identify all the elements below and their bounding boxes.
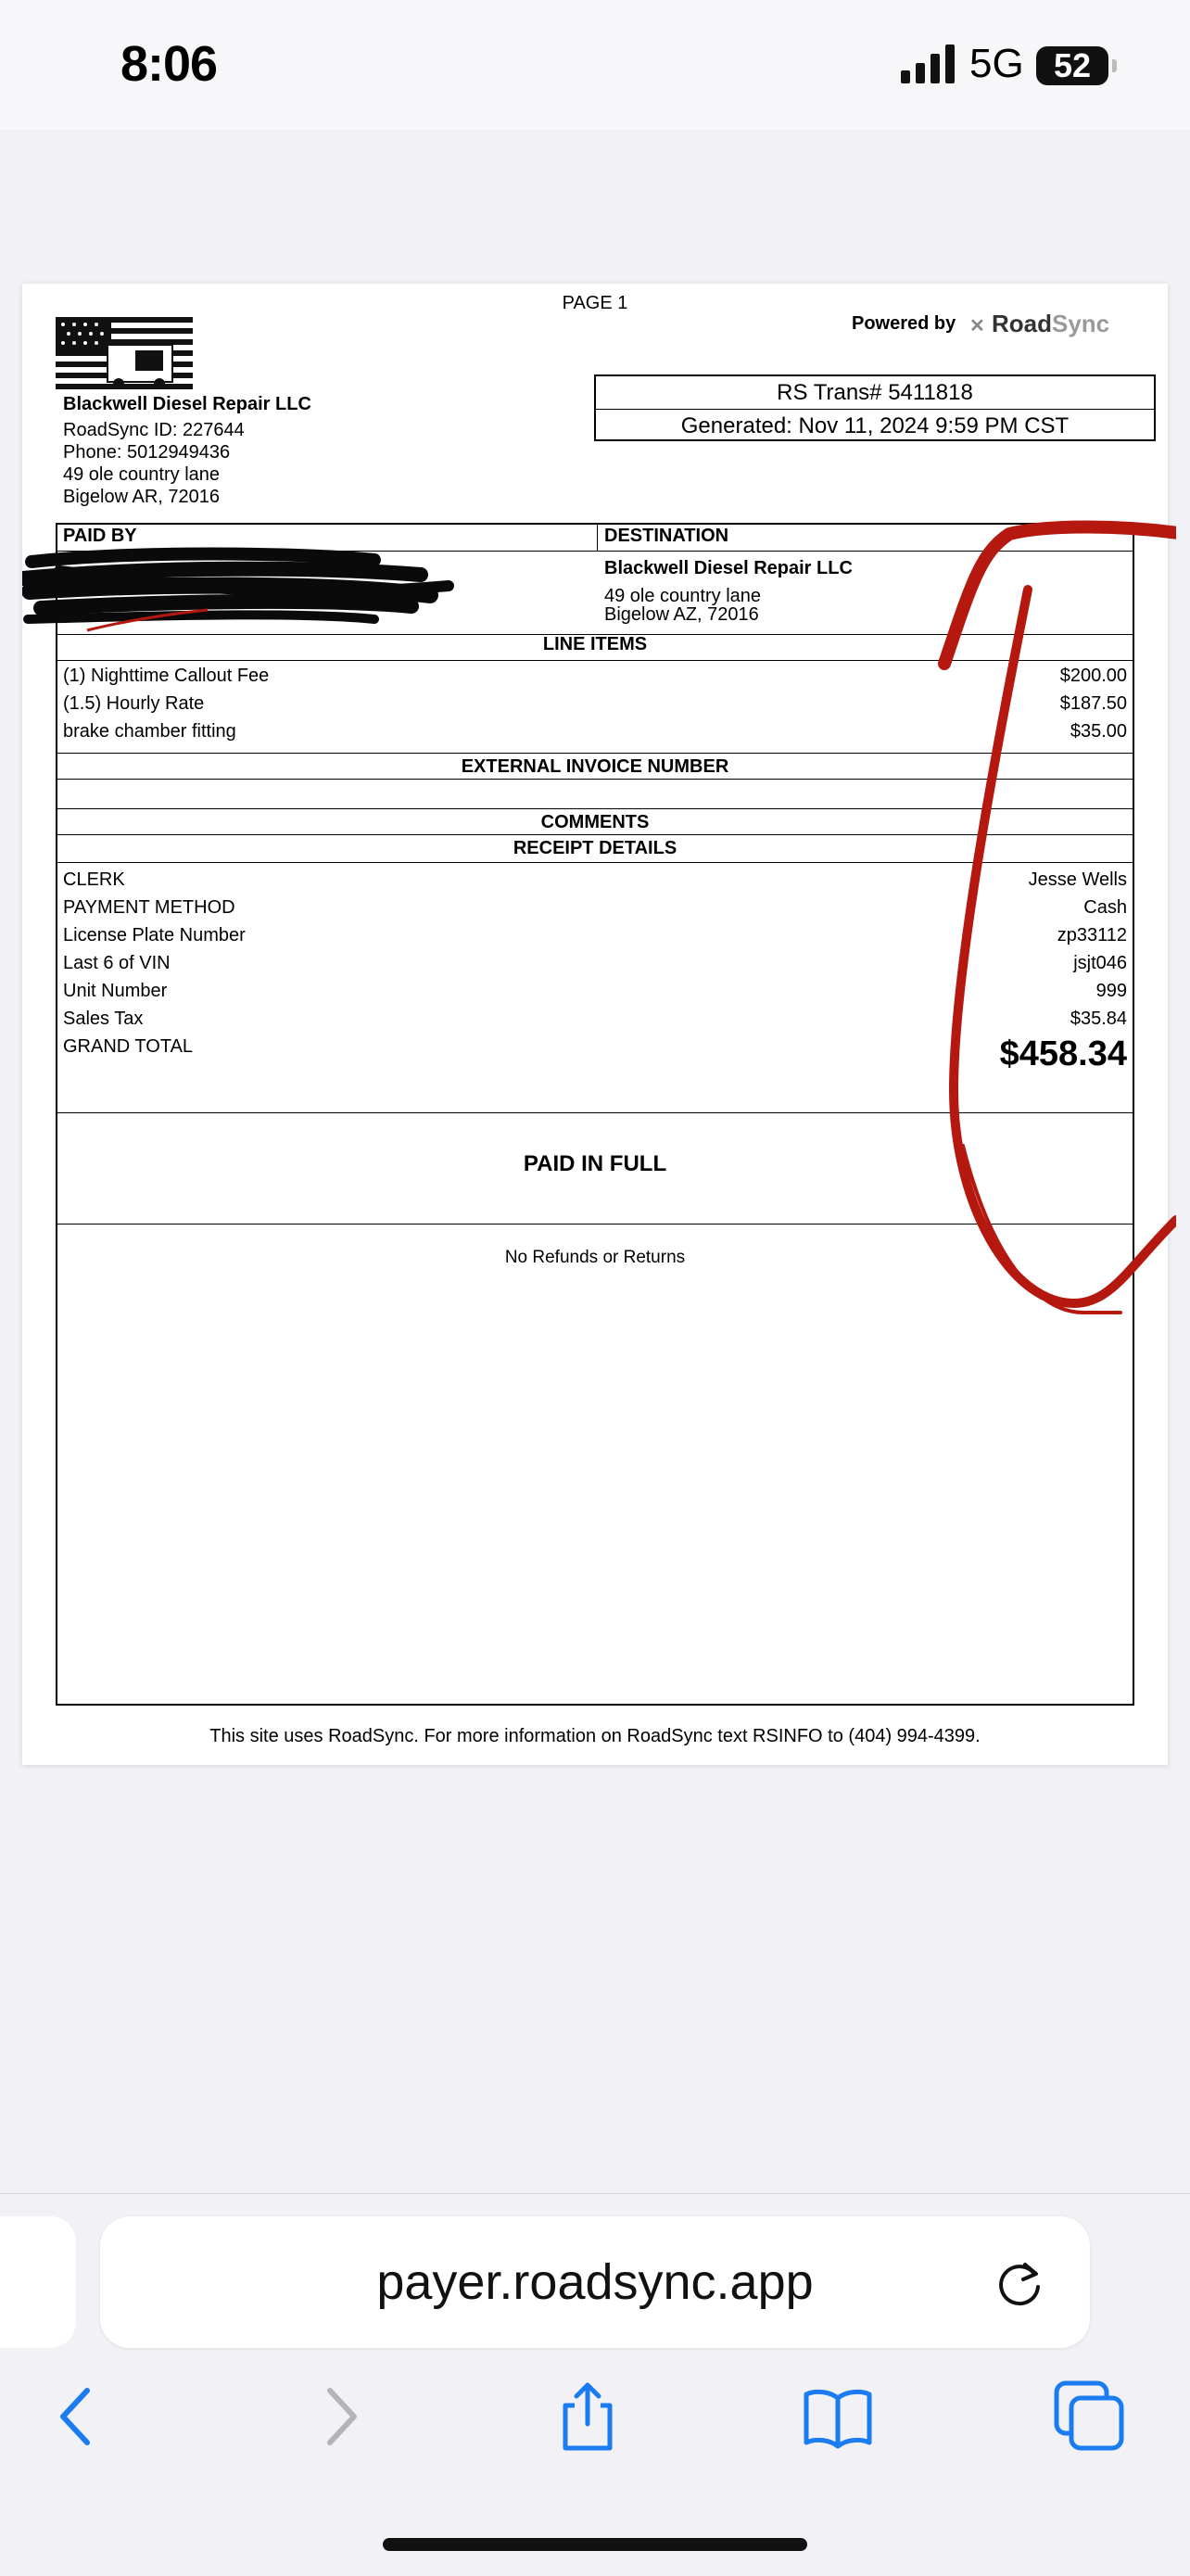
detail-label: Sales Tax	[63, 1009, 144, 1029]
detail-value: Jesse Wells	[1028, 869, 1127, 890]
detail-label: License Plate Number	[63, 925, 246, 945]
line-item-label: (1) Nighttime Callout Fee	[63, 666, 270, 686]
company-flag-truck-logo	[56, 317, 193, 393]
brand-light: Sync	[1052, 310, 1110, 337]
receipt-details-title: RECEIPT DETAILS	[513, 838, 677, 858]
line-items-title: LINE ITEMS	[542, 634, 648, 654]
line-item-amount: $35.00	[1070, 721, 1127, 742]
detail-value: zp33112	[1057, 925, 1127, 945]
line-item-amount: $200.00	[1059, 666, 1127, 686]
line-item-amount: $187.50	[1059, 693, 1127, 714]
grand-total-value: $458.34	[999, 1034, 1127, 1073]
receipt-document	[22, 284, 1168, 1765]
url-text[interactable]: payer.roadsync.app	[376, 2254, 814, 2310]
company-info	[63, 393, 311, 508]
company-phone: Phone: 5012949436	[63, 442, 231, 463]
detail-value: Cash	[1083, 897, 1127, 918]
grand-total-label: GRAND TOTAL	[63, 1036, 194, 1057]
generated-date: Generated: Nov 11, 2024 9:59 PM CST	[680, 413, 1070, 438]
status-bar	[0, 0, 1190, 130]
line-item-label: (1.5) Hourly Rate	[63, 693, 205, 714]
battery-tip	[1112, 59, 1117, 72]
forward-icon[interactable]	[302, 2379, 376, 2454]
company-address-line2: Bigelow AR, 72016	[63, 487, 221, 507]
detail-label: CLERK	[63, 869, 125, 890]
destination-name: Blackwell Diesel Repair LLC	[604, 558, 853, 578]
home-indicator	[383, 2538, 807, 2551]
company-address-line1: 49 ole country lane	[63, 464, 221, 485]
browser-toolbar	[0, 2193, 1190, 2576]
share-icon[interactable]	[551, 2379, 625, 2454]
brand-bold: Road	[992, 310, 1052, 337]
battery-icon: 52	[1036, 46, 1108, 85]
company-name: Blackwell Diesel Repair LLC	[63, 394, 311, 414]
roadsync-id: RoadSync ID: 227644	[63, 420, 245, 440]
paid-by-label: PAID BY	[63, 526, 137, 546]
detail-value: jsjt046	[1073, 953, 1127, 973]
cellular-signal-icon	[899, 44, 958, 83]
red-pen-annotation	[935, 497, 1176, 1387]
destination-address-line1: 49 ole country lane	[604, 586, 762, 606]
detail-label: PAYMENT METHOD	[63, 897, 235, 918]
detail-label: Last 6 of VIN	[63, 953, 171, 973]
tabs-icon[interactable]	[1053, 2379, 1127, 2454]
transaction-id: RS Trans# 5411818	[596, 376, 1154, 410]
reload-icon[interactable]	[992, 2255, 1047, 2311]
roadsync-logo: ✕ RoadSync	[969, 310, 1110, 337]
detail-label: Unit Number	[63, 981, 168, 1001]
detail-value: 999	[1095, 981, 1127, 1001]
header-divider	[597, 525, 598, 551]
detail-value: $35.84	[1070, 1009, 1127, 1029]
destination-label: DESTINATION	[604, 526, 729, 546]
address-bar[interactable]	[100, 2216, 1090, 2348]
refund-policy: No Refunds or Returns	[504, 1248, 686, 1267]
back-icon[interactable]	[41, 2379, 115, 2454]
destination-address-line2: Bigelow AZ, 72016	[604, 604, 759, 625]
line-item-label: brake chamber fitting	[63, 721, 236, 742]
redaction-scribble	[22, 534, 467, 645]
previous-tab-preview[interactable]	[0, 2216, 76, 2348]
page-label: PAGE 1	[562, 293, 628, 313]
bookmarks-icon[interactable]	[801, 2379, 875, 2454]
transaction-box	[594, 374, 1156, 441]
powered-by-label: Powered by	[852, 313, 956, 334]
comments-title: COMMENTS	[540, 812, 650, 832]
paid-status: PAID IN FULL	[523, 1151, 667, 1176]
roadsync-footer: This site uses RoadSync. For more information on RoadSync text RSINFO to (404) 994-4399.	[209, 1726, 981, 1746]
status-time: 8:06	[120, 36, 218, 92]
network-type: 5G	[969, 41, 1024, 86]
external-invoice-title: EXTERNAL INVOICE NUMBER	[461, 756, 729, 777]
